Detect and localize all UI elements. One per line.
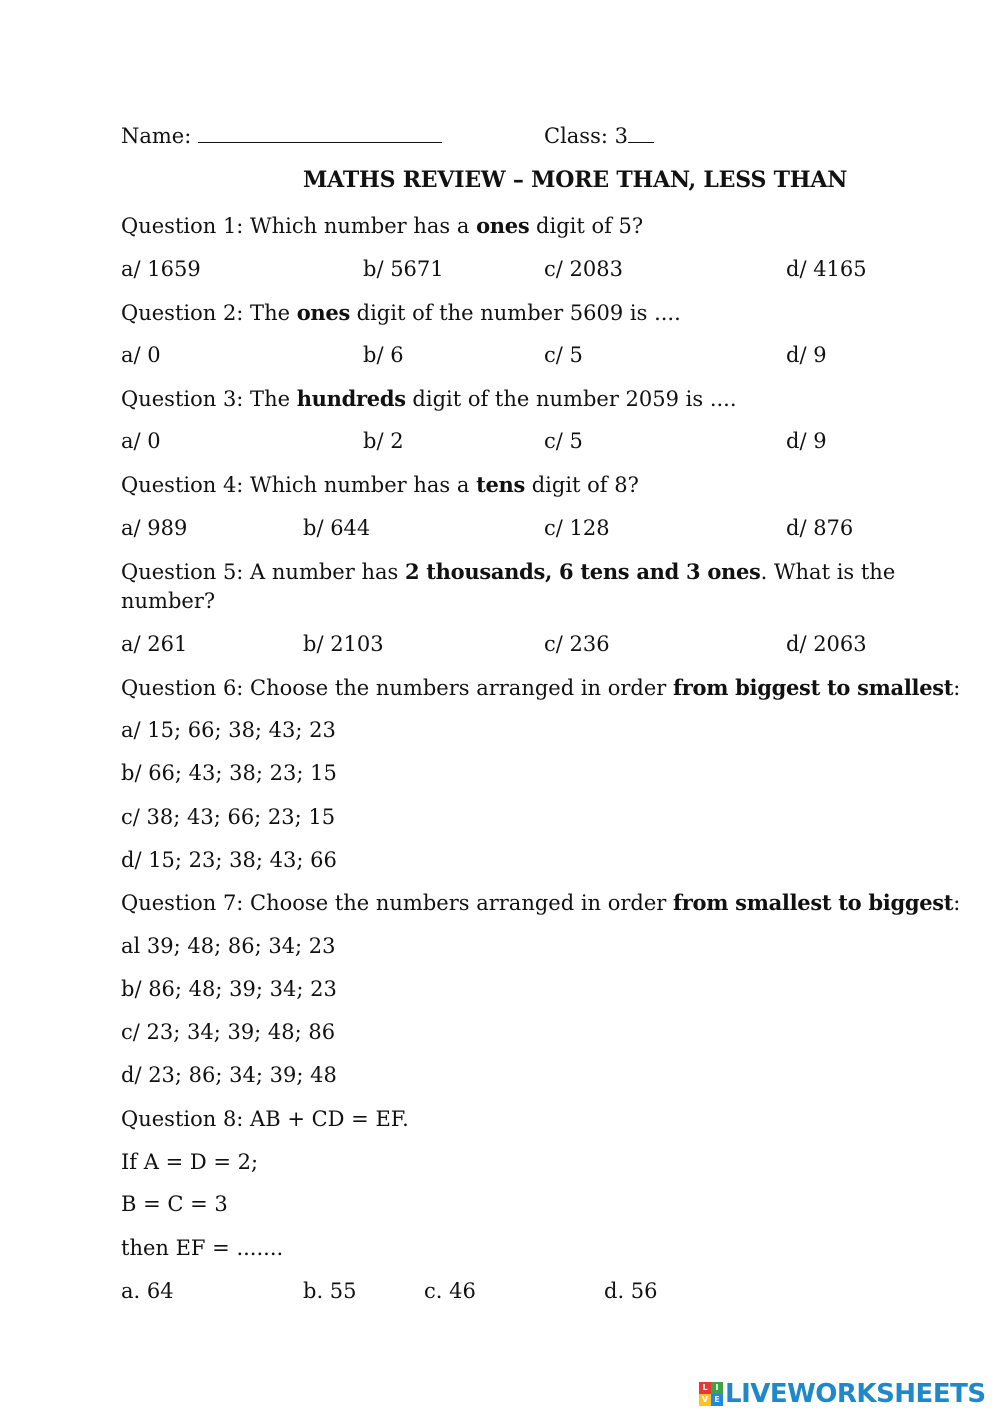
q7-option-c[interactable]: c/ 23; 34; 39; 48; 86 — [121, 1020, 336, 1044]
q3-option-a[interactable]: a/ 0 — [121, 429, 161, 453]
q1-option-d[interactable]: d/ 4165 — [786, 257, 867, 281]
question-text: . What is the — [760, 560, 896, 584]
q3-option-c[interactable]: c/ 5 — [544, 429, 583, 453]
question-8: Question 8: AB + CD = EF. — [121, 1107, 409, 1131]
question-text: : — [953, 891, 961, 915]
liveworksheets-logo-icon — [699, 1382, 723, 1406]
q5-option-d[interactable]: d/ 2063 — [786, 632, 867, 656]
q4-option-d[interactable]: d/ 876 — [786, 516, 854, 540]
question-text: Question 7: Choose the numbers arranged in order — [121, 891, 674, 915]
question-text: Question 1: Which number has a — [121, 214, 477, 238]
name-label: Name: — [121, 124, 192, 148]
logo-letter: V — [699, 1394, 711, 1406]
question-keyword: tens — [476, 472, 526, 497]
q2-option-a[interactable]: a/ 0 — [121, 343, 161, 367]
question-text: Question 5: A number has — [121, 560, 405, 584]
question-1 — [121, 213, 643, 239]
question-text: Question 3: The — [121, 387, 297, 411]
q2-option-b[interactable]: b/ 6 — [363, 343, 404, 367]
q8-condition-2: B = C = 3 — [121, 1192, 228, 1216]
logo-letter: L — [699, 1382, 711, 1394]
q5-option-b[interactable]: b/ 2103 — [303, 632, 384, 656]
question-keyword: from smallest to biggest — [673, 890, 954, 915]
logo-text: LIVEWORKSHEETS — [725, 1379, 986, 1409]
q6-option-a[interactable]: a/ 15; 66; 38; 43; 23 — [121, 718, 336, 742]
question-7 — [121, 890, 960, 916]
q8-option-c[interactable]: c. 46 — [424, 1279, 476, 1303]
q1-option-c[interactable]: c/ 2083 — [544, 257, 623, 281]
q2-option-c[interactable]: c/ 5 — [544, 343, 583, 367]
q5-option-c[interactable]: c/ 236 — [544, 632, 610, 656]
question-text: digit of 8? — [525, 473, 639, 497]
question-2 — [121, 300, 681, 326]
question-keyword: hundreds — [296, 386, 406, 411]
q1-option-a[interactable]: a/ 1659 — [121, 257, 201, 281]
q1-option-b[interactable]: b/ 5671 — [363, 257, 444, 281]
question-keyword: ones — [296, 300, 350, 325]
q3-option-d[interactable]: d/ 9 — [786, 429, 827, 453]
question-4 — [121, 472, 639, 498]
page-title: MATHS REVIEW – MORE THAN, LESS THAN — [303, 167, 848, 193]
class-field-row — [544, 123, 654, 149]
question-5-continued: number? — [121, 589, 216, 613]
q3-option-b[interactable]: b/ 2 — [363, 429, 404, 453]
q7-option-a[interactable]: al 39; 48; 86; 34; 23 — [121, 934, 336, 958]
name-blank[interactable] — [198, 124, 442, 143]
question-5 — [121, 559, 895, 585]
q2-option-d[interactable]: d/ 9 — [786, 343, 827, 367]
q8-condition-1: If A = D = 2; — [121, 1150, 259, 1174]
question-text: Question 2: The — [121, 301, 297, 325]
q7-option-d[interactable]: d/ 23; 86; 34; 39; 48 — [121, 1063, 337, 1087]
q4-option-c[interactable]: c/ 128 — [544, 516, 610, 540]
question-text: : — [953, 676, 961, 700]
question-text: digit of the number 2059 is .... — [405, 387, 737, 411]
q5-option-a[interactable]: a/ 261 — [121, 632, 188, 656]
question-3 — [121, 386, 737, 412]
class-blank[interactable] — [628, 124, 654, 143]
question-keyword: 2 thousands, 6 tens and 3 ones — [404, 559, 761, 584]
question-6 — [121, 675, 960, 701]
q7-option-b[interactable]: b/ 86; 48; 39; 34; 23 — [121, 977, 337, 1001]
liveworksheets-logo — [699, 1377, 986, 1411]
q8-prompt: then EF = ....... — [121, 1236, 284, 1260]
class-label: Class: 3 — [544, 124, 628, 148]
q8-option-d[interactable]: d. 56 — [604, 1279, 658, 1303]
q8-option-b[interactable]: b. 55 — [303, 1279, 357, 1303]
q4-option-a[interactable]: a/ 989 — [121, 516, 188, 540]
q6-option-d[interactable]: d/ 15; 23; 38; 43; 66 — [121, 848, 337, 872]
question-keyword: ones — [476, 213, 530, 238]
question-text: Question 6: Choose the numbers arranged in order — [121, 676, 674, 700]
question-text: digit of 5? — [529, 214, 644, 238]
name-field-row — [121, 123, 442, 149]
logo-letter: E — [711, 1394, 723, 1406]
logo-letter: I — [711, 1382, 723, 1394]
question-keyword: from biggest to smallest — [673, 675, 954, 700]
question-text: Question 4: Which number has a — [121, 473, 477, 497]
q6-option-c[interactable]: c/ 38; 43; 66; 23; 15 — [121, 805, 336, 829]
q4-option-b[interactable]: b/ 644 — [303, 516, 371, 540]
question-text: digit of the number 5609 is .... — [349, 301, 681, 325]
q8-option-a[interactable]: a. 64 — [121, 1279, 174, 1303]
q6-option-b[interactable]: b/ 66; 43; 38; 23; 15 — [121, 761, 337, 785]
